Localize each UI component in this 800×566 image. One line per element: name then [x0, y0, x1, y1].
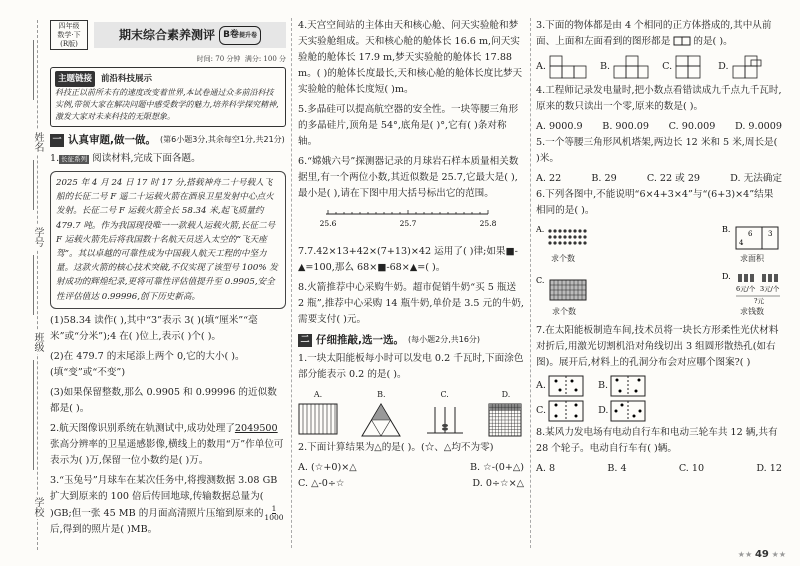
star-icon: ★★ — [737, 550, 755, 559]
option-b[interactable]: B. 29 — [591, 173, 617, 184]
option-c-figure[interactable] — [536, 400, 584, 422]
option-label: D. — [598, 405, 609, 416]
edition-text: (R版) — [60, 40, 78, 48]
option-label: A. — [536, 61, 546, 72]
option-label: C. — [536, 276, 545, 285]
grid-figure — [488, 403, 524, 437]
question-1-part-2[interactable]: (2)在 479.7 的末尾添上两个 0,它的大小( )。(填“变”或“不变”) — [50, 350, 245, 378]
question-2-2[interactable] — [298, 440, 524, 456]
question-num: 7. — [298, 246, 308, 257]
badge-text: B卷 — [223, 29, 239, 40]
class-line — [33, 255, 34, 315]
question-7[interactable] — [298, 244, 524, 276]
question-text: 天宫空间站的主体由天和核心舱、问天实验舱和梦天实验舱组成。天和核心舱的舱体长 16.6 m,问天实验舱的舱体长 17.9 m,梦天实验舱的舱体长 17.88 m。( )的舱体长度最长,天和核心舱的舱体长度比梦天实验舱的舱体长度短( )m。 — [298, 20, 523, 95]
cut-line — [37, 20, 38, 550]
theme-box — [50, 67, 286, 127]
fraction-denominator: 1000 — [264, 512, 284, 522]
question-3[interactable] — [50, 473, 286, 538]
area-rect-figure — [722, 223, 782, 251]
question-8[interactable] — [298, 280, 524, 328]
class-label: 班级 — [32, 332, 43, 352]
price-figure — [722, 270, 782, 304]
tick-label: 25.8 — [479, 219, 497, 228]
section-num: 一 — [50, 134, 64, 147]
id-line — [33, 160, 34, 210]
column-right — [536, 18, 782, 477]
option-c-figure[interactable] — [425, 387, 465, 437]
section-num: 二 — [298, 334, 312, 347]
theme-text: 科技正以前所未有的速度改变着世界,本试卷通过众多前沿科技实例,带领大家在解决问题中感受数学的魅力,培养科学探究精神,激发大家对未来科技的无限想象。 — [55, 88, 279, 121]
striped-rect-figure — [298, 403, 338, 437]
question-2-5-options — [536, 171, 782, 187]
question-1 — [50, 151, 286, 167]
option-a-figure[interactable] — [298, 387, 338, 437]
subject-text: 数学·下 — [57, 31, 81, 39]
option-b-figure[interactable] — [598, 375, 646, 397]
exam-header — [50, 18, 286, 52]
option-label: D. — [501, 390, 511, 399]
fraction-numerator: 1 — [271, 503, 277, 513]
price-label: 6元/个 — [736, 285, 756, 293]
column-divider — [291, 18, 292, 548]
column-divider — [530, 18, 531, 548]
question-num: 5. — [536, 137, 546, 148]
question-2-6[interactable] — [536, 187, 782, 219]
question-text: 在太阳能板制造车间,技术员将一块长方形柔性光伏材料对折后,用激光切割机沿对角线切出 3 组圆形散热孔(如右图)。展开后,材料上的孔洞分布会对应哪个图案?( ) — [536, 325, 779, 368]
hole-pattern-icon — [610, 400, 646, 422]
question-text: 火箭推荐中心采购牛奶。超市促销牛奶“买 5 瓶送 2 瓶”,推荐中心采购 14 瓶牛奶,单价是 3.5 元的牛奶,需要支付( )元。 — [298, 282, 524, 325]
theme-topic: 前沿科技展示 — [101, 74, 153, 84]
block-grid-figure — [536, 274, 592, 304]
theme-label: 主题链接 — [55, 71, 95, 87]
option-a-figure[interactable] — [536, 375, 584, 397]
option-c[interactable]: C. 22 或 29 — [646, 173, 701, 184]
school-line — [33, 360, 34, 470]
question-2-1[interactable] — [298, 351, 524, 383]
dot-array-figure — [536, 223, 590, 251]
option-c[interactable]: C. △-0÷☆ — [298, 478, 345, 489]
paper-badge — [219, 26, 261, 45]
section-title: 仔细推敲,选一选。 — [316, 334, 404, 346]
question-1-part-1[interactable]: (1)58.34 读作( ),其中“3”表示 3( )(填“厘米”“毫米”或“分米”);4 在( )位上,表示( )个( )。 — [50, 314, 258, 342]
option-label: B. — [597, 380, 609, 391]
binding-edge — [0, 0, 46, 566]
option-c[interactable]: C. 90.009 — [668, 121, 716, 132]
option-c[interactable]: C. 10 — [678, 463, 705, 474]
question-text: 下面计算结果为△的是( )。(☆、△均不为零) — [307, 442, 494, 453]
hole-pattern-figures — [536, 375, 782, 397]
cube-stack-icon — [548, 54, 590, 80]
question-4[interactable] — [298, 18, 524, 98]
question-2-2-options — [298, 460, 524, 476]
option-label: A. — [536, 225, 545, 234]
option-b-figure[interactable] — [361, 387, 401, 437]
school-label: 学校 — [32, 497, 43, 517]
page-number: 49 — [754, 549, 769, 560]
cube-stack-icon — [731, 54, 765, 80]
tick-label: 25.6 — [319, 219, 337, 228]
triangle-figure — [361, 403, 401, 437]
question-num: 3. — [50, 474, 60, 486]
question-2-5[interactable] — [536, 135, 782, 167]
section-1-heading — [50, 132, 286, 148]
option-label: C. — [440, 390, 449, 399]
question-2-4[interactable] — [536, 83, 782, 115]
option-b-figure[interactable] — [722, 223, 782, 267]
option-b[interactable]: B. ☆-(0+△) — [470, 462, 524, 473]
question-5[interactable] — [298, 102, 524, 150]
figure-caption: 求个数 — [552, 307, 576, 316]
column-middle — [298, 18, 524, 492]
option-a[interactable]: A. 22 — [536, 173, 562, 184]
question-1-part-3[interactable]: (3)如果保留整数,那么 0.9905 和 0.99996 的近似数都是( )。 — [50, 386, 277, 414]
question-2-8[interactable] — [536, 425, 782, 457]
hole-pattern-figures — [536, 400, 782, 422]
question-2-4-options — [536, 119, 782, 135]
option-c-figure[interactable] — [662, 54, 708, 80]
option-label: A. — [536, 380, 546, 391]
section-note: (第6小题3分,其余每空1分,共21分) — [160, 135, 285, 144]
name-label: 姓名 — [32, 132, 43, 152]
option-b[interactable]: B. 4 — [607, 463, 627, 474]
option-label: B. — [599, 61, 611, 72]
dimension-label: 6 — [748, 230, 753, 238]
option-a[interactable]: A. 8 — [536, 463, 556, 474]
column-left — [50, 18, 286, 542]
option-a-figure[interactable] — [536, 223, 590, 267]
question-num: 4. — [536, 85, 546, 96]
question-text: 后,得到的照片是( )MB。 — [50, 523, 158, 535]
question-num: 2. — [50, 422, 60, 434]
full-score: 满分: 100 分 — [244, 55, 286, 63]
question-text: 某风力发电场有电动自行车和电动三轮车共 12 辆,共有 28 个轮子。电动自行车有( )辆。 — [536, 427, 778, 454]
question-text: 的是( )。 — [693, 36, 733, 47]
cube-figures — [536, 54, 782, 80]
option-d[interactable]: D. 12 — [756, 463, 782, 474]
question-text: 7.42×13+42×(7+13)×42 运用了( )律;如果■-▲=100,那么 68×■-68×▲=( )。 — [298, 246, 518, 273]
option-label: C. — [662, 61, 673, 72]
total-price-label: ?元 — [754, 297, 764, 304]
question-text: 多晶硅可以提高航空器的安全性。一块等腰三角形的多晶硅片,顶角是 54°,底角是( )°,它有( )条对称轴。 — [298, 104, 519, 147]
option-label: C. — [536, 405, 547, 416]
option-d-figure[interactable] — [598, 400, 646, 422]
representation-figures — [536, 270, 782, 320]
price-label: 3元/个 — [760, 285, 780, 293]
question-2-3[interactable] — [536, 18, 782, 50]
question-text: “嫦娥六号”探测器记录的月球岩石样本质量相关数据里,有一个两位小数,其近似数是 25.7,它最大是( ),最小是( ),请在下图中用大括号标出它的范围。 — [298, 156, 519, 199]
question-text: 一块太阳能板每小时可以发电 0.2 千瓦时,下面涂色部分能表示 0.2 的是( )。 — [298, 353, 524, 380]
time-limit: 时间: 70 分钟 — [196, 55, 241, 63]
option-a-figure[interactable] — [536, 54, 590, 80]
question-num: 1. — [50, 153, 60, 164]
number-line — [298, 206, 524, 238]
option-b-figure[interactable] — [600, 54, 652, 80]
question-num: 6. — [536, 189, 546, 200]
option-label: B. — [722, 225, 731, 234]
hole-pattern-icon — [548, 375, 584, 397]
question-num: 7. — [536, 325, 546, 336]
option-d[interactable]: D. 0÷☆×△ — [472, 478, 524, 489]
page-footer — [738, 549, 786, 560]
fraction — [264, 505, 283, 522]
figure-caption: 求个数 — [551, 254, 575, 263]
number-line-svg — [298, 206, 524, 232]
option-label: D. — [718, 61, 729, 72]
option-label: A. — [313, 390, 323, 399]
option-b[interactable]: B. 900.09 — [602, 121, 649, 132]
title-text: 期末综合素养测评 — [119, 28, 216, 42]
underlined-number: 2049500 — [234, 422, 278, 434]
exam-meta — [50, 54, 286, 64]
question-num: 8. — [536, 427, 546, 438]
hole-pattern-icon — [610, 375, 646, 397]
option-d-figure[interactable] — [722, 270, 782, 320]
option-c-figure[interactable] — [536, 274, 592, 320]
question-num: 6. — [298, 156, 308, 167]
question-text: 下列各图中,不能说明“6×4+3×4”与“(6+3)×4”结果相同的是( )。 — [536, 189, 774, 216]
student-id-label: 学号 — [32, 227, 43, 247]
option-label: D. — [722, 272, 731, 281]
figure-caption: 求钱数 — [740, 307, 764, 316]
question-2[interactable] — [50, 421, 286, 469]
question-text: 航天图像识别系统在轨测试中,成功处理了 — [59, 422, 235, 434]
hole-pattern-icon — [548, 400, 584, 422]
question-text: 一个等腰三角形风机塔架,两边长 12 米和 5 米,周长是( )米。 — [536, 137, 778, 164]
page-title — [94, 22, 286, 48]
abacus-figure — [425, 403, 465, 437]
dimension-label: 4 — [739, 239, 744, 247]
question-text: 工程师记录发电量时,把小数点看错读成九千点九千瓦时,原来的数只读出一个零,原来的数是( )。 — [536, 85, 782, 112]
grade-text: 四年级 — [58, 22, 80, 30]
star-icon: ★★ — [768, 550, 786, 559]
option-d[interactable]: D. 无法确定 — [730, 173, 782, 184]
grade-box — [50, 20, 88, 50]
question-2-8-options — [536, 461, 782, 477]
question-num: 8. — [298, 282, 308, 293]
representation-figures — [536, 223, 782, 267]
dimension-label: 3 — [768, 230, 773, 238]
question-num: 4. — [298, 20, 308, 31]
question-6[interactable] — [298, 154, 524, 202]
question-2-7[interactable] — [536, 323, 782, 371]
question-num: 3. — [536, 20, 546, 31]
question-num: 1. — [298, 353, 308, 364]
section-note: (每小题2分,共16分) — [408, 335, 481, 344]
topic-tag: 长征系列 — [61, 155, 88, 163]
question-num: 5. — [298, 104, 308, 115]
option-a[interactable]: A. (☆+0)×△ — [298, 462, 357, 473]
option-label: B. — [377, 390, 386, 399]
tick-label: 25.7 — [399, 219, 417, 228]
reading-passage: 2025 年 4 月 24 日 17 时 17 分,搭载神舟二十号载人飞船的长征二号 F 遥二十运载火箭在酒泉卫星发射中心点火发射。长征二号 F 运载火箭全长 58.34 米,起飞质量约 479.7 吨。作为我国现役唯一一款载人运载火箭,长征二号 F 运载火箭先后将我国数十名航天员送入太空的“飞天座驾”。其以卓越的可靠性成为中国载人航天工程的中坚力量。这款火箭的核心技术突破,不仅实现了该型号 100% 发射成功的辉煌纪录,更将可靠性评估值提升至 0.9905,安全性评估值达 0.99996,创下历史新高。 — [50, 171, 286, 309]
question-text: 阅读材料,完成下面各题。 — [92, 153, 201, 164]
section-2-heading — [298, 332, 524, 348]
target-view-icon — [673, 36, 693, 47]
option-d-figure[interactable] — [718, 54, 764, 80]
name-line — [33, 40, 34, 100]
cube-stack-icon — [674, 54, 708, 80]
question-2-2-options — [298, 476, 524, 492]
question-num: 2. — [298, 442, 308, 453]
fraction-figures — [298, 387, 524, 437]
badge-sub: 提升卷 — [238, 31, 257, 39]
option-d-figure[interactable] — [488, 387, 524, 437]
theme-head — [55, 71, 281, 87]
option-d[interactable]: D. 9.0009 — [734, 121, 782, 132]
question-text: “玉兔号”月球车在某次任务中,将搜测数据 3.08 GB 扩大到原来的 100 倍后传回地球,传输数据总量为( )GB;但一张 45 MB 的月面高清照片压缩到原来的 — [50, 474, 278, 519]
figure-caption: 求面积 — [740, 254, 764, 263]
question-text: 下面的物体都是由 4 个相同的正方体搭成的,其中从前面、上面和左面看到的图形都是 — [536, 20, 772, 47]
question-text: 张高分辨率的卫星遥感影像,横线上的数用“万”作单位可表示为( )万,保留一位小数约是( )万。 — [50, 438, 284, 466]
option-a[interactable]: A. 9000.9 — [536, 121, 583, 132]
cube-stack-icon — [612, 54, 652, 80]
section-title: 认真审题,做一做。 — [68, 134, 156, 146]
